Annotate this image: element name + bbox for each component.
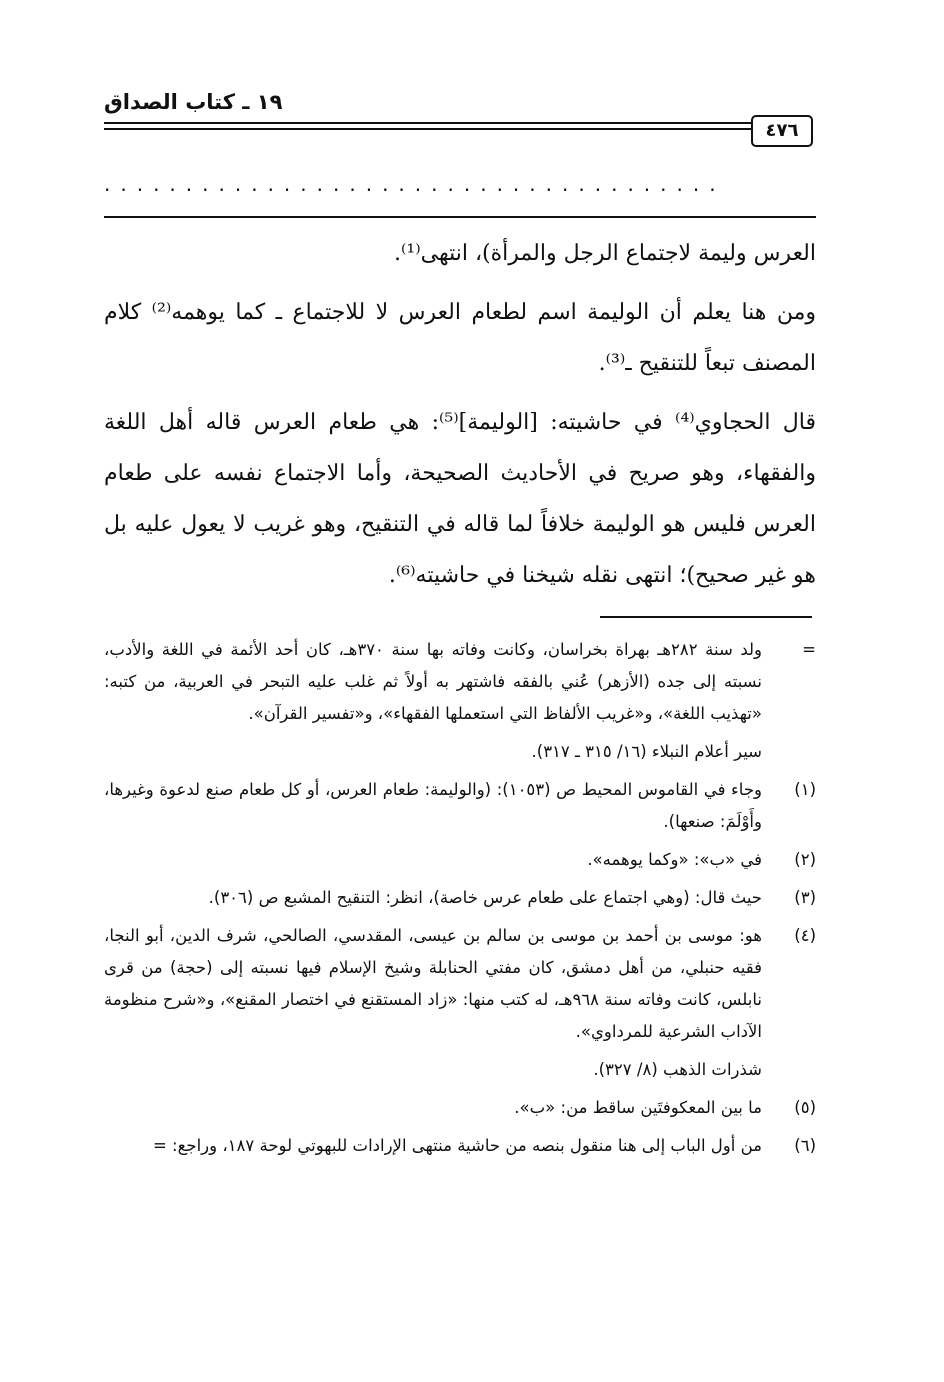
- footnotes: [104, 634, 816, 1162]
- main-text: [104, 228, 816, 601]
- footnote-number: (٣): [794, 888, 816, 907]
- chapter-title: ١٩ ـ كتاب الصداق: [104, 90, 283, 114]
- footnote-number: (٥): [794, 1098, 816, 1117]
- page-number: ٤٧٦: [751, 115, 813, 147]
- footnote-2: [104, 844, 816, 876]
- paragraph: العرس وليمة لاجتماع الرجل والمرأة)، انتهى⁽¹⁾.: [393, 241, 816, 266]
- footnote-source: شذرات الذهب (٨/ ٣٢٧).: [593, 1060, 762, 1079]
- ellipsis-dots: ......................................: [104, 172, 726, 196]
- header-rule: [104, 122, 751, 124]
- footnote-4: [104, 920, 816, 1086]
- paragraph: ومن هنا يعلم أن الوليمة اسم لطعام العرس لا للاجتماع ـ كما يوهمه⁽²⁾ كلام المصنف تبعاً للتنقيح ـ⁽³⁾.: [104, 300, 816, 376]
- footnote-number: (٤): [794, 926, 816, 945]
- footnote-text: من أول الباب إلى هنا منقول بنصه من حاشية منتهى الإرادات للبهوتي لوحة ١٨٧، وراجع: =: [152, 1136, 762, 1155]
- footnote-number: (١): [794, 780, 816, 799]
- footnote-text: حيث قال: (وهي اجتماع على طعام عرس خاصة)، انظر: التنقيح المشبع ص (٣٠٦).: [208, 888, 762, 907]
- footnote-5: [104, 1092, 816, 1124]
- footnote-6: [104, 1130, 816, 1162]
- footnote-continuation: [104, 634, 816, 768]
- footnote-number: (٢): [794, 850, 816, 869]
- footnote-3: [104, 882, 816, 914]
- paragraph: قال الحجاوي⁽⁴⁾ في حاشيته: [الوليمة]⁽⁵⁾: هي طعام العرس قاله أهل اللغة والفقهاء، وهو صريح في الأحاديث الصحيحة، وأما الاجتماع نفسه على طعام العرس فليس هو الوليمة خلافاً لما قاله في التنقيح، وهو غريب لا يعول عليه بل هو غير صحيح)؛ انتهى نقله شيخنا في حاشيته⁽⁶⁾.: [104, 410, 817, 588]
- footnote-text: وجاء في القاموس المحيط ص (١٠٥٣): (والوليمة: طعام العرس، أو كل طعام صنع لدعوة وغيرها، وأَوْلَمَ: صنعها).: [104, 780, 762, 831]
- footnote-text: ما بين المعكوفتَين ساقط من: «ب».: [514, 1098, 762, 1117]
- footnote-source: سير أعلام النبلاء (١٦/ ٣١٥ ـ ٣١٧).: [531, 742, 762, 761]
- footnote-text: ولد سنة ٢٨٢هـ بهراة بخراسان، وكانت وفاته بها سنة ٣٧٠هـ، كان أحد الأئمة في اللغة والأدب، نسبته إلى جده (الأزهر) عُني بالفقه فاشتهر به أولاً ثم غلب عليه التبحر في العربية، من كتبه: «تهذيب اللغة»، و«غريب الألفاظ التي استعملها الفقهاء»، و«تفسير القرآن».: [104, 640, 763, 723]
- footnote-text: هو: موسى بن أحمد بن موسى بن سالم بن عيسى، المقدسي، الصالحي، شرف الدين، أبو النجا، فقيه حنبلي، من أهل دمشق، كان مفتي الحنابلة وشيخ الإسلام فيها نسبته إلى (حجة) من قرى نابلس، كانت وفاته سنة ٩٦٨هـ، له كتب منها: «زاد المستقنع في اختصار المقنع»، و«شرح منظومة الآداب الشرعية للمرداوي».: [104, 926, 762, 1041]
- footnote-text: في «ب»: «وكما يوهمه».: [587, 850, 762, 869]
- footnote-number: =: [802, 640, 816, 659]
- top-rule: [104, 216, 816, 218]
- footnote-number: (٦): [794, 1136, 816, 1155]
- footnote-separator: [600, 616, 812, 618]
- footnote-1: [104, 774, 816, 838]
- header-rule: [104, 128, 751, 130]
